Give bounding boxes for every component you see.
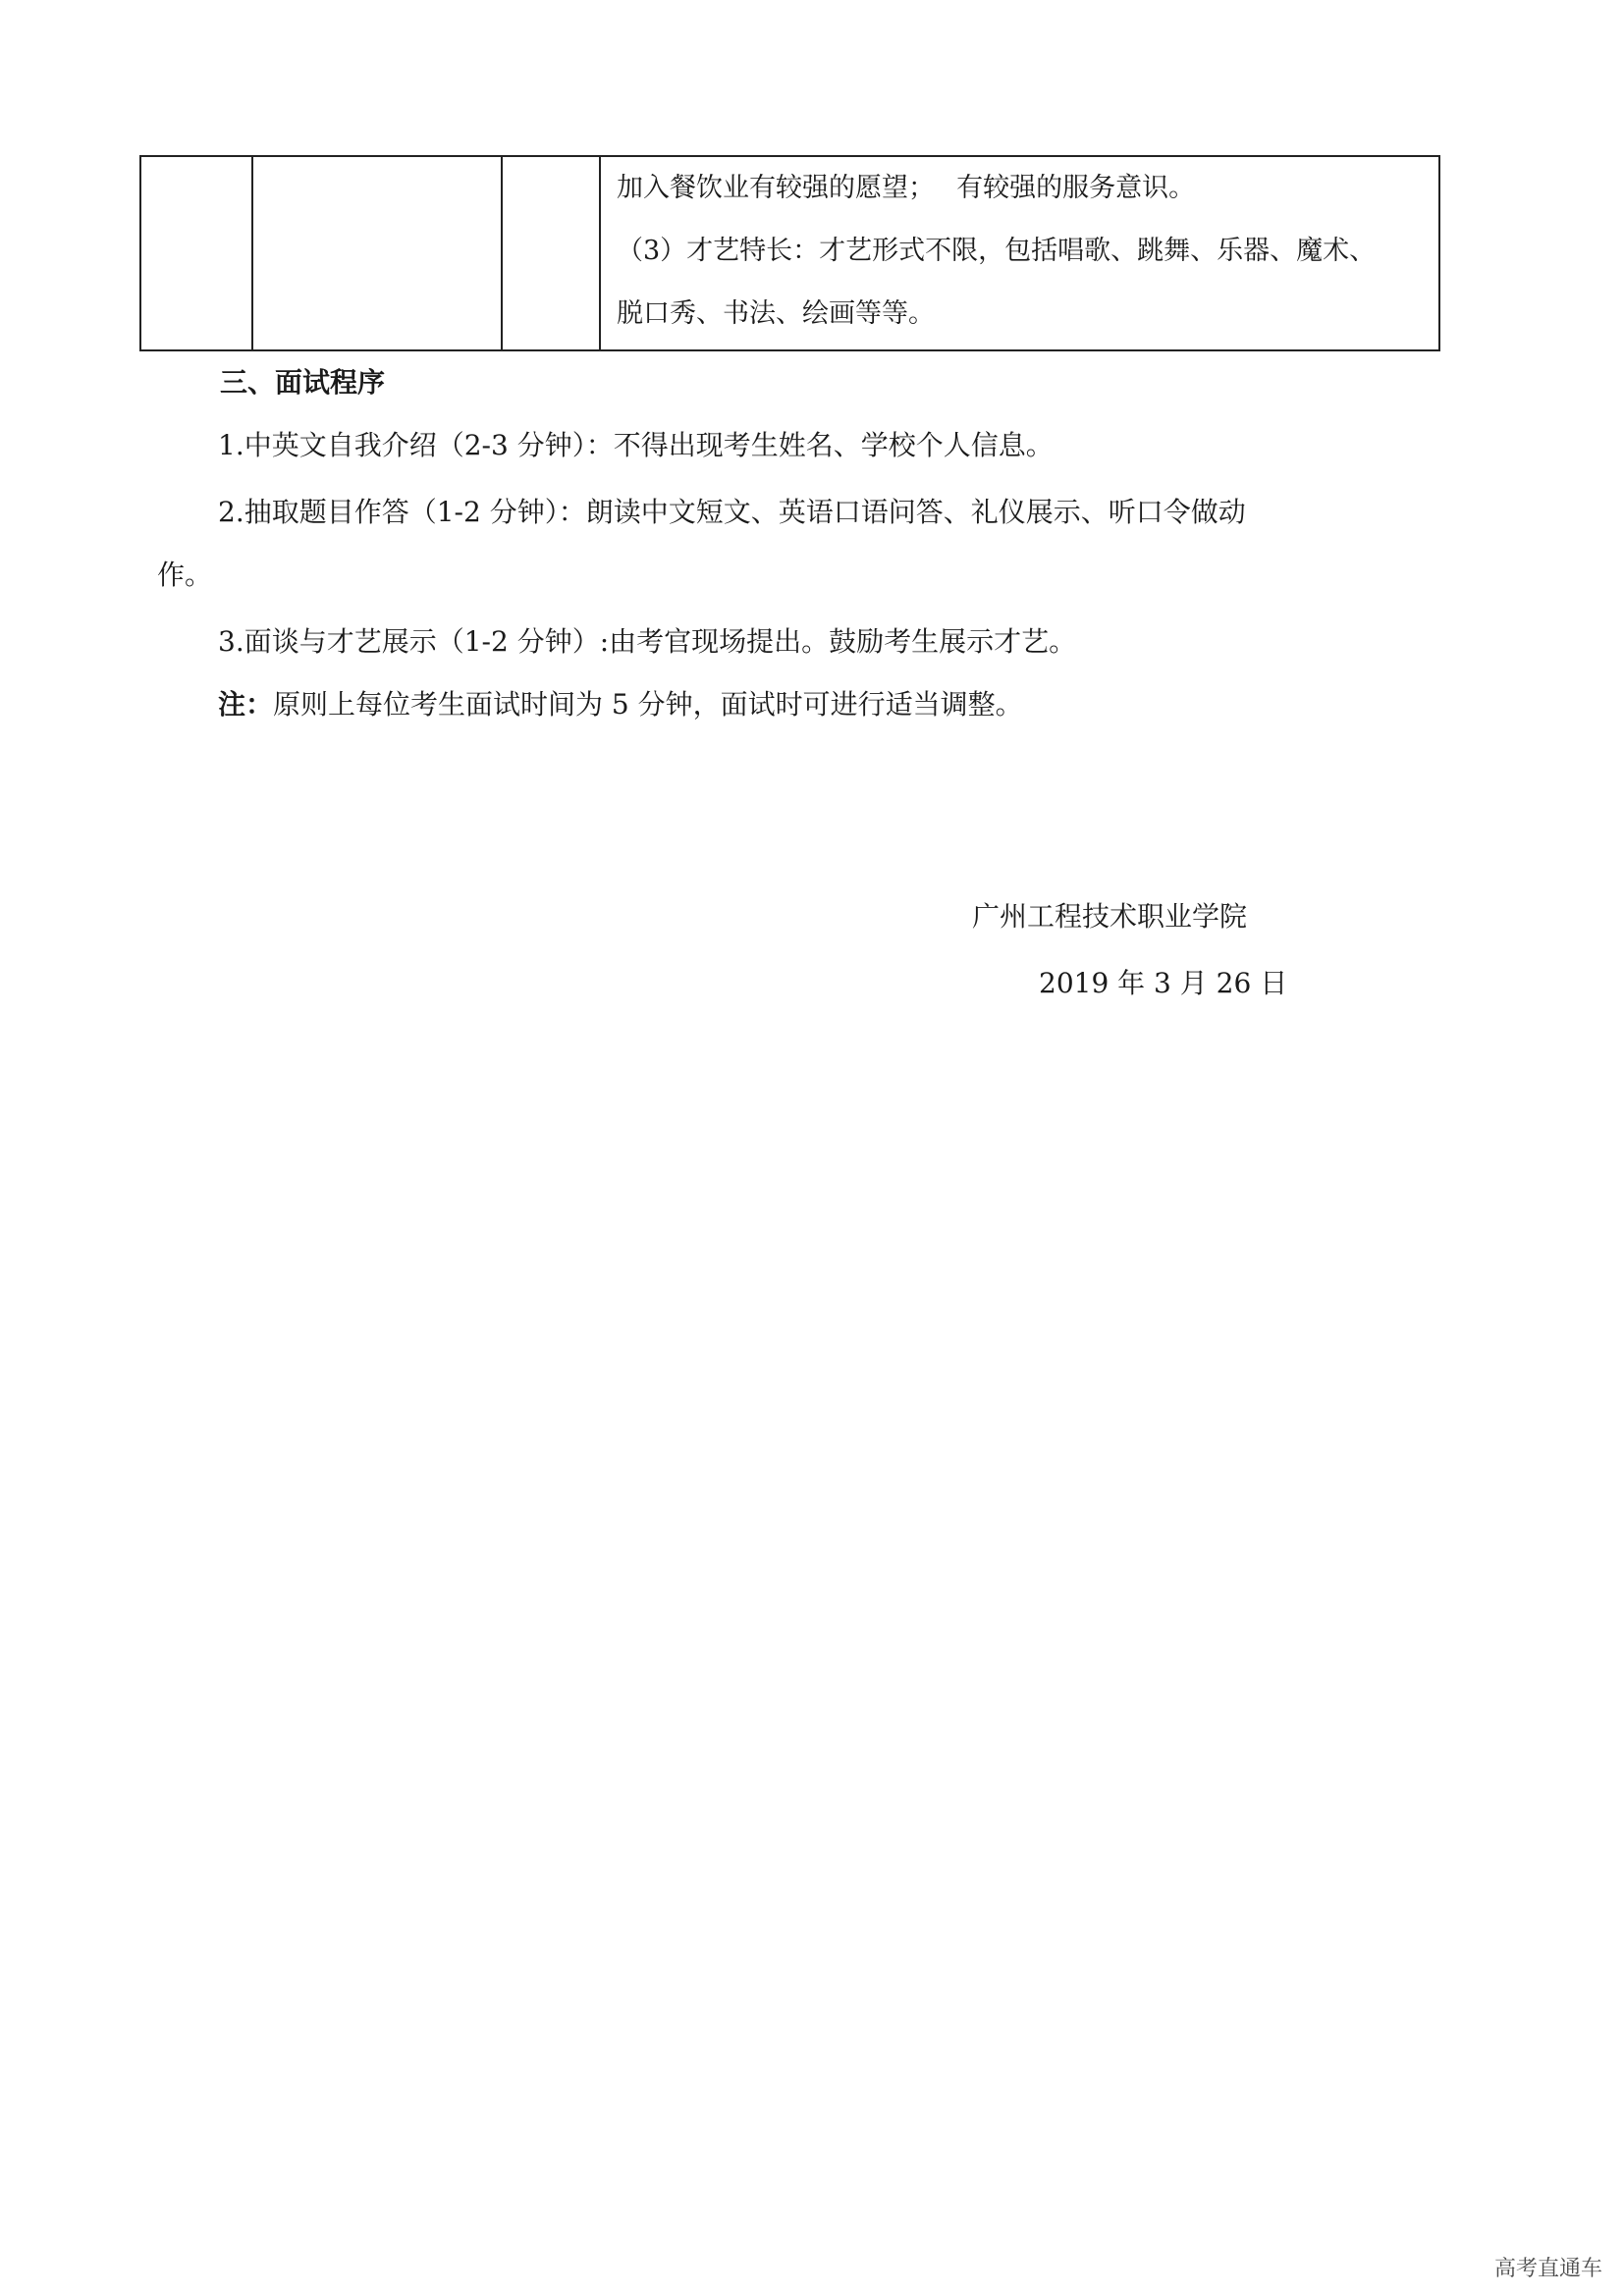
issue-date: 2019 年 3 月 26 日: [1039, 967, 1288, 999]
note-paragraph: [218, 685, 1023, 724]
table-cell-line: （3）才艺特长：才艺形式不限，包括唱歌、跳舞、乐器、魔术、: [617, 236, 1377, 266]
watermark: 高考直通车: [1493, 2257, 1602, 2281]
table-cell-line: 脱口秀、书法、绘画等等。: [617, 298, 935, 329]
table-cell-requirements: [617, 157, 1432, 346]
table-column-divider: [599, 157, 601, 349]
note-text: 原则上每位考生面试时间为 5 分钟，面试时可进行适当调整。: [273, 688, 1023, 721]
table-column-divider: [501, 157, 503, 349]
requirements-table-fragment: [139, 155, 1440, 351]
procedure-item-1: 1.中英文自我介绍（2-3 分钟）：不得出现考生姓名、学校个人信息。: [218, 429, 1054, 461]
issuing-organization: 广州工程技术职业学院: [972, 900, 1248, 933]
table-cell-line: 加入餐饮业有较强的愿望； 有较强的服务意识。: [617, 173, 1196, 203]
procedure-item-2-continued: 作。: [157, 559, 213, 591]
table-column-divider: [251, 157, 253, 349]
section-heading: 三、面试程序: [220, 366, 386, 399]
procedure-item-2: 2.抽取题目作答（1-2 分钟）：朗读中文短文、英语口语问答、礼仪展示、听口令做动: [218, 496, 1246, 528]
procedure-item-3: 3.面谈与才艺展示（1-2 分钟）:由考官现场提出。鼓励考生展示才艺。: [218, 625, 1077, 658]
note-label: 注：: [218, 688, 274, 721]
